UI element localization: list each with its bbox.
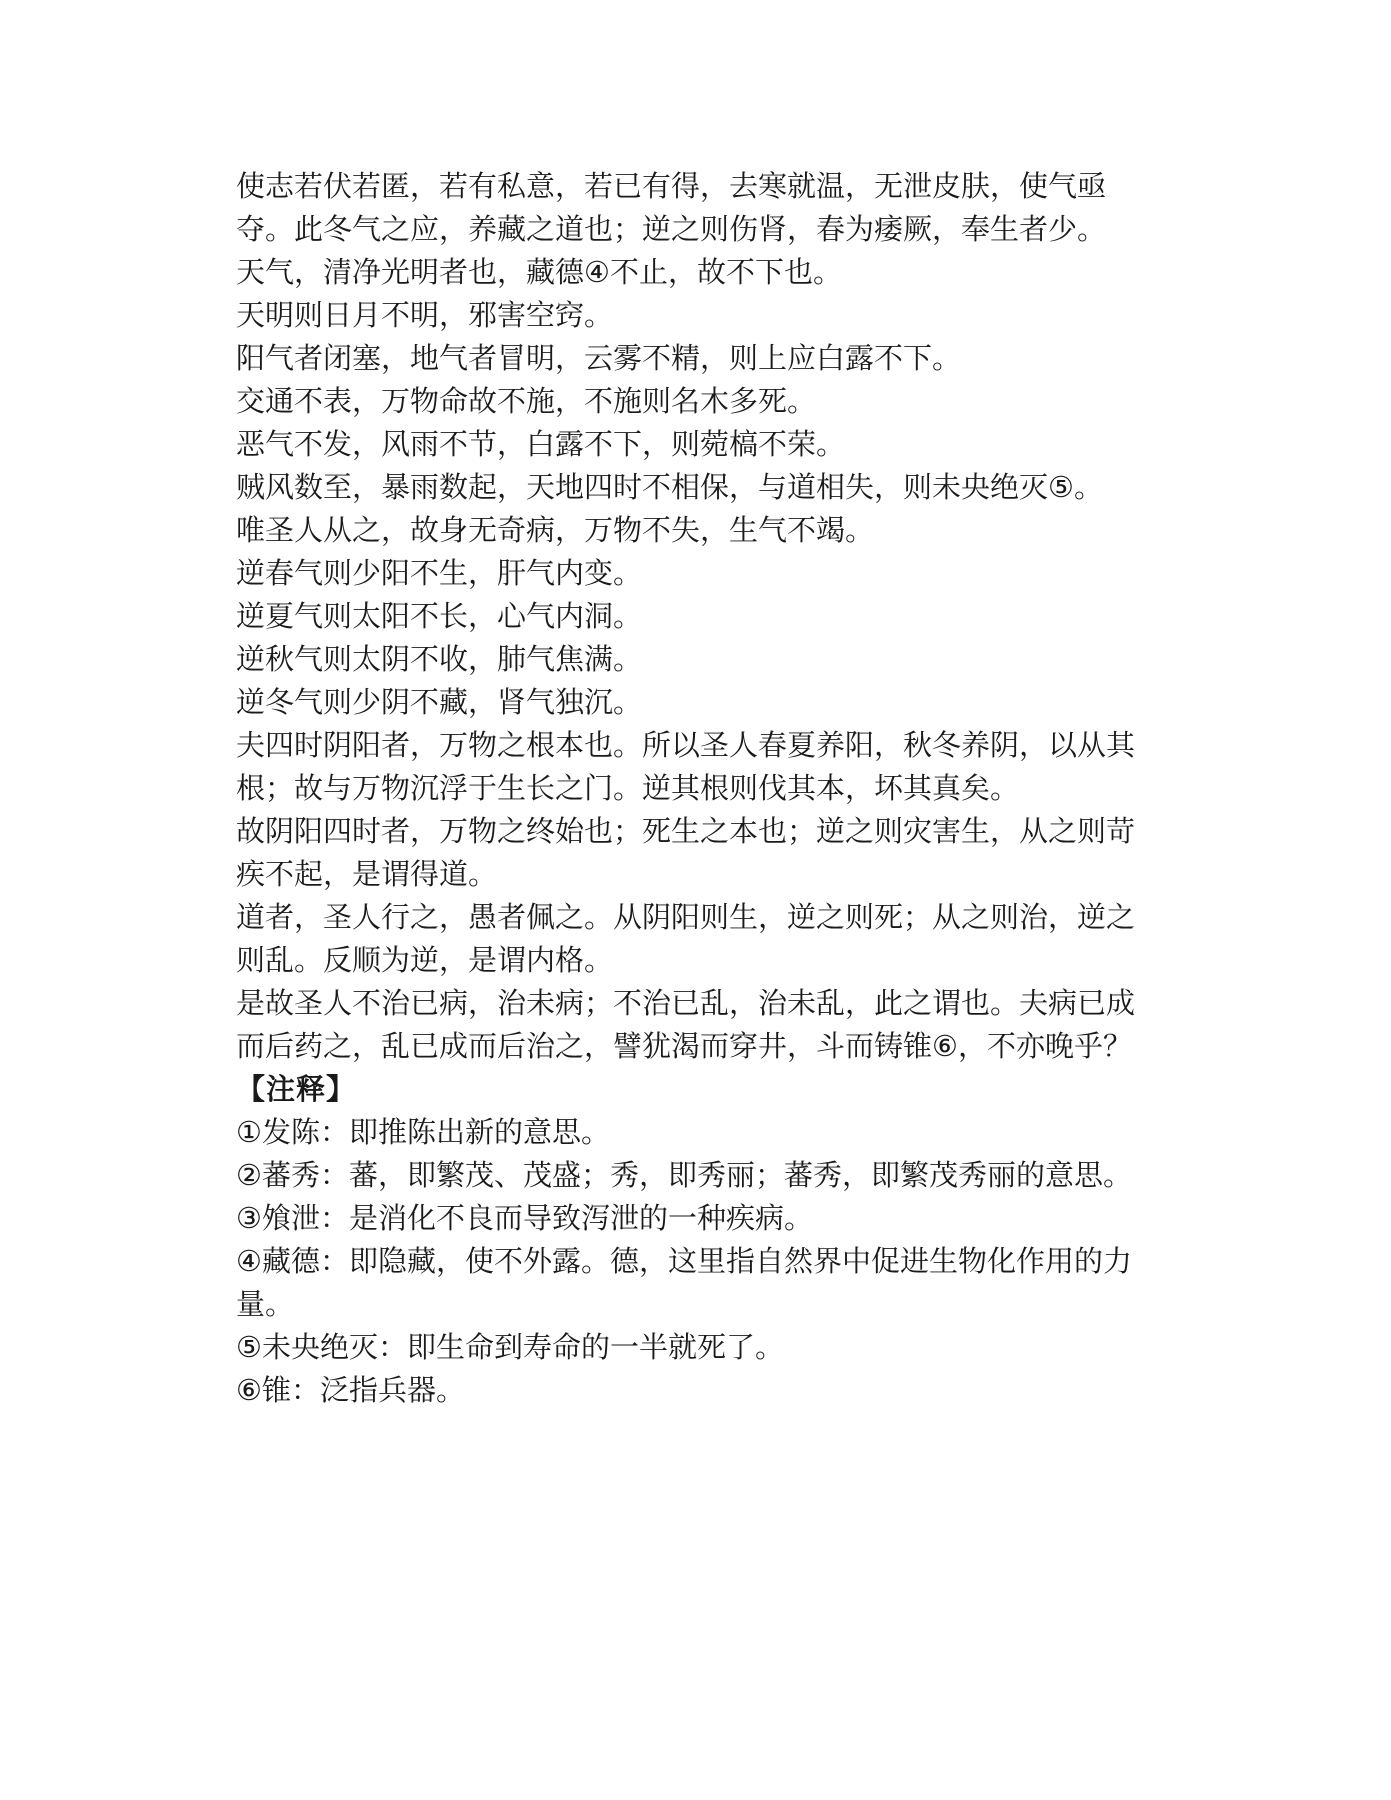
body-paragraph: 天气，清净光明者也，藏德④不止，故不下也。 bbox=[236, 255, 842, 289]
notes-heading: 【注释】 bbox=[236, 1072, 357, 1106]
note-item: ⑥锥：泛指兵器。 bbox=[236, 1373, 465, 1407]
note-item: ⑤未央绝灭：即生命到寿命的一半就死了。 bbox=[236, 1330, 784, 1364]
body-paragraph: 夫四时阴阳者，万物之根本也。所以圣人春夏养阳，秋冬养阴，以从其根；故与万物沉浮于生长之门。逆其根则伐其本，坏其真矣。 bbox=[236, 728, 1136, 805]
note-item: ①发陈：即推陈出新的意思。 bbox=[236, 1115, 610, 1149]
body-paragraph: 唯圣人从之，故身无奇病，万物不失，生气不竭。 bbox=[236, 513, 875, 547]
body-paragraph: 故阴阳四时者，万物之终始也；死生之本也；逆之则灾害生，从之则苛疾不起，是谓得道。 bbox=[236, 814, 1136, 891]
document-text bbox=[236, 165, 1136, 1412]
body-paragraph: 道者，圣人行之，愚者佩之。从阴阳则生，逆之则死；从之则治，逆之则乱。反顺为逆，是谓内格。 bbox=[236, 900, 1136, 977]
body-paragraph: 逆春气则少阳不生，肝气内变。 bbox=[236, 556, 643, 590]
body-paragraph: 逆夏气则太阳不长，心气内洞。 bbox=[236, 599, 643, 633]
body-paragraph: 逆冬气则少阴不藏，肾气独沉。 bbox=[236, 685, 643, 719]
note-item: ③飧泄：是消化不良而导致泻泄的一种疾病。 bbox=[236, 1201, 813, 1235]
note-item: ④藏德：即隐藏，使不外露。德，这里指自然界中促进生物化作用的力量。 bbox=[236, 1244, 1132, 1321]
body-paragraph: 天明则日月不明，邪害空窍。 bbox=[236, 298, 614, 332]
note-item: ②蕃秀：蕃，即繁茂、茂盛；秀，即秀丽；蕃秀，即繁茂秀丽的意思。 bbox=[236, 1158, 1132, 1192]
body-paragraph: 贼风数至，暴雨数起，天地四时不相保，与道相失，则未央绝灭⑤。 bbox=[236, 470, 1103, 504]
body-paragraph: 阳气者闭塞，地气者冒明，云雾不精，则上应白露不下。 bbox=[236, 341, 962, 375]
body-paragraph: 逆秋气则太阴不收，肺气焦满。 bbox=[236, 642, 643, 676]
body-paragraph: 是故圣人不治已病，治未病；不治已乱，治未乱，此之谓也。夫病已成而后药之，乱已成而后治之，譬犹渴而穿井，斗而铸锥⑥，不亦晚乎？ bbox=[236, 986, 1136, 1063]
body-paragraph: 交通不表，万物命故不施，不施则名木多死。 bbox=[236, 384, 817, 418]
body-paragraph: 恶气不发，风雨不节，白露不下，则菀槁不荣。 bbox=[236, 427, 846, 461]
body-paragraph: 使志若伏若匿，若有私意，若已有得，去寒就温，无泄皮肤，使气亟夺。此冬气之应，养藏之道也；逆之则伤肾，春为痿厥，奉生者少。 bbox=[236, 169, 1107, 246]
